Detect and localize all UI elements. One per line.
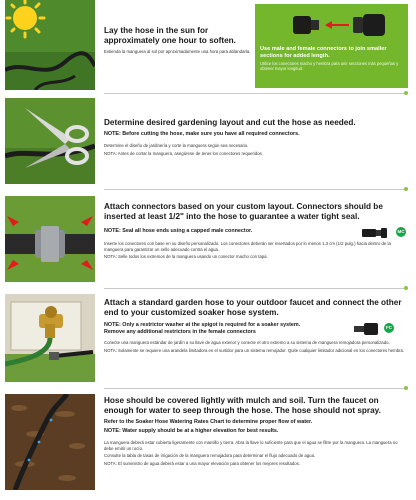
connector-tip-box [255, 4, 408, 88]
step-5-note: NOTE: Water supply should be at a higher elevation for best results. [104, 428, 279, 434]
step-5-text [104, 396, 408, 466]
divider [104, 288, 408, 289]
step-3-text [104, 202, 408, 260]
female-connector-icon [354, 322, 380, 340]
step-3-spanish: Inserte los conectores con base en su diseño personalizado. Los conectores deberán ser insertados por lo menos 1.3 cm (1/2 pulg.) hacia dentro de la manguera para garantizar un sello adecuado contra el agua. [104, 241, 391, 252]
step-5 [0, 392, 416, 500]
step-4-note: NOTE: Only a restrictor washer at the spigot is required for a soaker system. [104, 322, 301, 328]
divider-dot [404, 187, 408, 191]
step-3-heading: Attach connectors based on your custom layout. Connectors should be inserted at least 1/2" into the hose to guarantee a water tight seal. [104, 202, 383, 221]
step-1 [0, 0, 416, 92]
divider-dot [404, 286, 408, 290]
tip-heading: Use male and female connectors to join smaller sections for added length. [260, 46, 387, 59]
step-4 [0, 292, 416, 388]
step-4-note-row [104, 321, 408, 336]
step-3-spanish-note: NOTA: Selle todos los extremos de la manguera usando un conector macho con tapa. [104, 254, 268, 260]
step-2-spanish: Determine el diseño de jardinería y corte la manguera según sea necesario. [104, 143, 249, 148]
step-2-note: NOTE: Before cutting the hose, make sure you have all required connectors. [104, 131, 300, 137]
divider [104, 93, 408, 94]
step-2-text [104, 118, 404, 156]
step-1-text [104, 26, 252, 55]
step-2-spanish-note: NOTA: Antes de cortar la manguera, asegúrese de tener los conectores requeridos. [104, 150, 263, 156]
step-3 [0, 192, 416, 288]
step-5-spanish-note: NOTA: El suministro de agua deberá estar a una mayor elevación para obtener los mejores resultados. [104, 460, 301, 466]
tip-spanish: Utilice los conectores macho y hembra para unir secciones más pequeñas y obtener mayor longitud. [260, 61, 399, 71]
step-4-spanish-note: NOTA: Solamente se requiere una arandela limitadora en el surtidor para un sistema remojador. Quite cualquier limitador adicional en los conectores hembra. [104, 347, 405, 353]
divider [104, 388, 408, 389]
step-3-note: NOTE: Seal all hose ends using a capped male connector. [104, 228, 253, 234]
step-4-spanish: Conecte una manguera estándar de jardín a su llave de agua exterior y conecte el otro extremo a su sistema de manguera remojadora personalizado. [104, 340, 390, 345]
step-4-text [104, 298, 408, 353]
step-5-refer: Refer to the Soaker Hose Watering Rates Chart to determine proper flow of water. [104, 419, 313, 425]
divider-dot [404, 386, 408, 390]
step-2-heading: Determine desired gardening layout and cut the hose as needed. [104, 118, 356, 127]
step-5-spanish: La manguera deberá estar cubierta ligeramente con mantillo y tierra. Abra la llave lo suficiente para que el agua se filtre por la manguera. La manguera no debe emitir un rocío. [104, 440, 398, 451]
fc-badge: FC [384, 323, 394, 333]
attach-connectors-photo [5, 196, 95, 282]
sun-hose-photo [5, 0, 95, 90]
cut-hose-photo [5, 98, 95, 184]
step-4-heading: Attach a standard garden hose to your outdoor faucet and connect the other end to your customized soaker hose system. [104, 298, 402, 317]
faucet-icon [45, 306, 57, 318]
step-1-spanish: Extienda la manguera al sol por aproximadamente una hora para ablandarla. [104, 49, 251, 54]
mc-badge: MC [396, 227, 406, 237]
step-5-spanish-refer: Consulte la tabla de tasas de irrigación de la manguera remojadora para determinar el flujo adecuado de agua. [104, 453, 316, 459]
divider-dot [404, 91, 408, 95]
connectors-join-icon [255, 6, 408, 46]
step-1-heading: Lay the hose in the sun for approximately one hour to soften. [104, 26, 236, 45]
mulch-photo [5, 394, 95, 490]
divider [104, 189, 408, 190]
faucet-photo [5, 294, 95, 382]
step-2 [0, 96, 416, 188]
male-connector-icon [362, 226, 392, 244]
step-4-note-restrictors: Remove any additional restrictors in the female connectors [104, 329, 256, 335]
step-3-note-row [104, 226, 408, 238]
step-5-heading: Hose should be covered lightly with mulch and soil. Turn the faucet on enough for water to seep through the hose. The hose should not spray. [104, 396, 381, 415]
